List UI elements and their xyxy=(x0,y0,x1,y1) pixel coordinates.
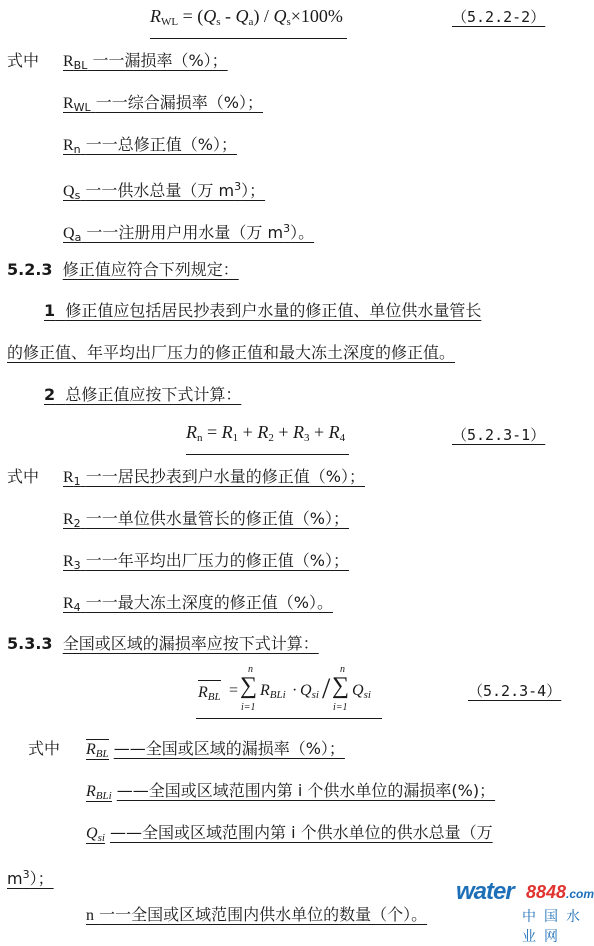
def-qsi: $Q_{si}$ ——全国或区域范围内第 i 个供水单位的供水总量（万 xyxy=(86,823,493,844)
section-title: 修正值应符合下列规定： xyxy=(62,260,239,279)
formula-subscript: s xyxy=(286,16,291,28)
summation-symbol: ∑ xyxy=(332,673,350,699)
def-r2: $R_2$ 一一单位供水量管长的修正值（%）； xyxy=(63,509,349,530)
formula-operator: ) / xyxy=(253,6,274,26)
formula-operator: - xyxy=(220,6,236,26)
def-n: n 一一全国或区域范围内供水单位的数量（个）。 xyxy=(86,905,428,924)
formula-symbol: R xyxy=(150,6,161,26)
def-r1: $R_1$ 一一居民抄表到户水量的修正值（%）； xyxy=(63,467,365,488)
def-qsi-continued: $m^3$）； xyxy=(7,868,54,888)
formula-subscript: a xyxy=(248,16,254,28)
def-rbli: $R_{BLi}$ ——全国或区域范围内第 i 个供水单位的漏损率(%)； xyxy=(86,781,496,802)
watermark-brand: water xyxy=(456,878,514,905)
def-rn: $R_n$ 一一总修正值（%）； xyxy=(63,135,237,156)
item-1-line1: 1 修正值应包括居民抄表到户水量的修正值、单位供水量管长 xyxy=(44,301,482,320)
def-r4: $R_4$ 一一最大冻土深度的修正值（%）。 xyxy=(63,593,333,614)
def-rbl: $R_{BL}$ 一一漏损率（%）； xyxy=(63,51,228,72)
formula-symbol: Q xyxy=(235,6,249,26)
def-qs: $Q_s$ 一一供水总量（万 $m^3$）； xyxy=(63,180,266,202)
section-title: 全国或区域的漏损率应按下式计算： xyxy=(62,634,319,653)
def-qa: $Q_a$ 一一注册用户用水量（万 $m^3$）。 xyxy=(63,222,315,244)
section-5-3-3 xyxy=(7,633,319,655)
def-rbl-overall: $R_{BL}$ ——全国或区域的漏损率（%）； xyxy=(86,739,345,760)
section-number: 5.2.3 xyxy=(7,260,53,279)
formula-symbol: Q xyxy=(203,6,217,26)
formula-rn: $R_n = R_1 + R_2 + R_3 + R_4$ xyxy=(186,420,349,455)
where-label: 式中 xyxy=(28,739,61,758)
formula-operator: = ( xyxy=(178,6,204,26)
watermark-cn: 中国水业网 xyxy=(522,908,588,944)
formula-subscript: WL xyxy=(161,16,179,28)
section-5-2-3 xyxy=(7,259,239,281)
section-number: 5.3.3 xyxy=(7,634,53,653)
formula-bl: $R_{BL}$ = n ∑ i=1 $R_{BLi}$ · $Q_{si}$ / n ∑ i=1 $Q_{si}$ xyxy=(196,666,382,719)
def-r3: $R_3$ 一一年平均出厂压力的修正值（%）； xyxy=(63,551,349,572)
formula-symbol: Q xyxy=(273,6,287,26)
item-2: 2 总修正值应按下式计算： xyxy=(44,385,242,404)
def-rwl: $R_{WL}$ 一一综合漏损率（%）； xyxy=(63,93,263,114)
where-label: 式中 xyxy=(7,467,40,486)
where-label: 式中 xyxy=(7,51,40,70)
equation-number: （5.2.3-1） xyxy=(452,426,546,444)
item-1-line2: 的修正值、年平均出厂压力的修正值和最大冻土深度的修正值。 xyxy=(7,343,456,362)
formula-rwl xyxy=(150,4,347,39)
summation-symbol: ∑ xyxy=(240,673,258,699)
watermark-logo: water 8848.com 中国水业网 xyxy=(456,878,594,944)
equation-number: （5.2.3-4） xyxy=(468,682,562,700)
formula-operator: ×100% xyxy=(290,6,343,26)
equation-number: （5.2.2-2） xyxy=(452,8,546,26)
formula-subscript: s xyxy=(216,16,221,28)
